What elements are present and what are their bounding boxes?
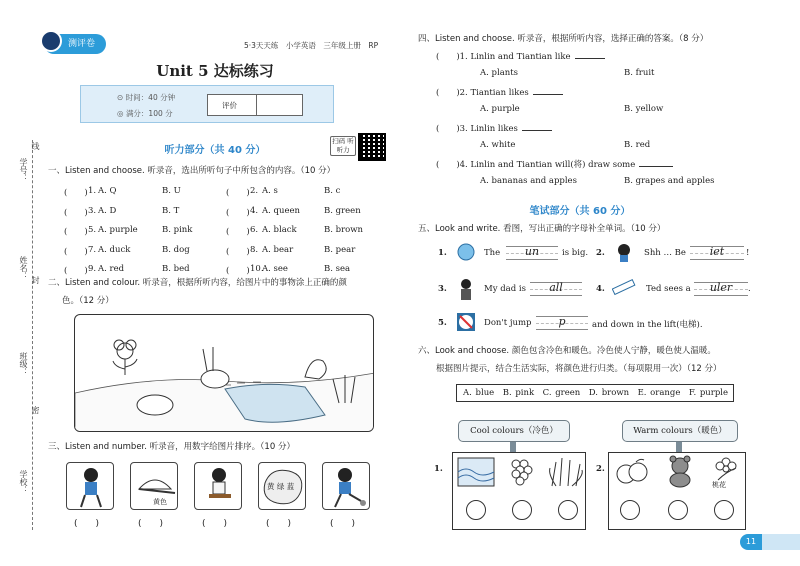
qr-code[interactable] [358, 133, 386, 161]
warm-colours-sign: Warm colours（暖色） [622, 420, 738, 442]
part4-option-b: B. grapes and apples [624, 176, 715, 186]
part1-option-b: B. dog [162, 244, 190, 255]
part5-answer-field[interactable] [690, 246, 744, 260]
part1-option-b: B. T [162, 205, 180, 216]
part1-number: 3. [88, 205, 97, 216]
series-header: 5·3天天练 小学英语 三年级上册 RP [244, 41, 379, 50]
full-score-text: 满分：100 分 [125, 109, 173, 118]
part4-answer-blank[interactable] [639, 166, 673, 167]
part5-number: 1. [438, 248, 447, 258]
binding-name-label: 姓名： [19, 256, 28, 280]
part5-text-after: ! [746, 248, 750, 258]
part5-text-after: is big. [562, 248, 589, 258]
unit-title: Unit 5 达标练习 [156, 62, 274, 80]
part1-paren[interactable]: ( ) [226, 227, 250, 237]
part1-paren[interactable]: ( ) [64, 246, 88, 257]
cool-colours-sign: Cool colours（冷色） [458, 420, 570, 442]
part5-answer-text: p [558, 315, 566, 328]
oranges-icon [612, 454, 652, 488]
quiet-boy-icon [614, 242, 634, 265]
part1-number: 6. [250, 225, 259, 235]
binding-school-label: 学校： [19, 470, 28, 494]
part5-answer-field[interactable] [536, 316, 588, 330]
part1-option-a: A. queen [262, 205, 300, 216]
card-paint-palette [258, 462, 306, 510]
full-score: ◎ 满分：100 分 [117, 109, 173, 118]
oranges-picture [612, 454, 652, 488]
score-field[interactable] [207, 94, 303, 116]
part3-heading: 三、Listen and number. 听录音，用数字给图片排序。（10 分） [48, 442, 295, 452]
no-jumping-sign-icon [456, 312, 476, 335]
part1-paren[interactable]: ( ) [226, 188, 250, 198]
page-tab-decoration [762, 534, 800, 550]
part4-question-text: ( )2. Tiantian likes [436, 88, 529, 98]
part6-heading-line2: 根据图片提示，结合生活实际，将颜色进行归类。（每项限用一次）（12 分） [436, 364, 722, 374]
part5-text-before: Ted sees a [646, 284, 691, 294]
part1-heading: 一、Listen and choose. 听录音，选出所听句子中所包含的内容。（10 分） [48, 166, 336, 176]
part5-heading: 五、Look and write. 看图，写出正确的字母补全单词。（10 分） [418, 224, 666, 234]
boy-running-icon [67, 463, 114, 510]
time-limit: ⊙ 时间：40 分钟 [117, 93, 176, 102]
part1-option-b: B. pear [324, 244, 356, 255]
part5-number: 5. [438, 318, 447, 328]
part5-number: 3. [438, 284, 447, 294]
page-number: 11 [740, 534, 762, 550]
part1-number: 8. [250, 244, 259, 255]
binding-student-id-label: 学号： [19, 158, 28, 182]
sun-icon [456, 242, 476, 265]
part6-item-1-number: 1. [434, 464, 443, 474]
sea-picture [456, 454, 496, 488]
part4-option-a: A. plants [480, 68, 519, 78]
part1-paren[interactable]: ( ) [64, 266, 88, 276]
part1-paren[interactable]: ( ) [226, 266, 250, 276]
part5-text-before: The [484, 248, 501, 258]
answer-circle-5[interactable] [668, 500, 688, 520]
part1-option-b: B. pink [162, 225, 193, 235]
part1-option-a: A. D [98, 205, 117, 216]
part5-answer-text: all [549, 281, 563, 294]
part1-option-a: A. duck [98, 244, 131, 255]
part5-text-after: and down in the lift(电梯). [592, 320, 703, 330]
part4-option-b: B. yellow [624, 104, 664, 114]
part1-option-a: A. black [262, 225, 297, 235]
mascot-avatar [40, 30, 62, 52]
grapes-picture [502, 454, 542, 488]
answer-circle-1[interactable] [466, 500, 486, 520]
answer-circle-4[interactable] [620, 500, 640, 520]
part5-answer-text: iet [709, 245, 725, 258]
part1-number: 4. [250, 205, 259, 216]
part2-heading-line1: 二、Listen and colour. 听录音，根据所听内容，给图片中的事物涂上正确的颜 [48, 278, 347, 288]
part1-number: 1. [88, 186, 97, 196]
exam-info-box [80, 85, 334, 123]
part5-number: 4. [596, 284, 605, 294]
part1-number: 10. [250, 264, 264, 274]
grass-icon [546, 454, 586, 488]
part4-answer-blank[interactable] [575, 58, 605, 59]
cool-sign-post [510, 442, 516, 452]
part1-number: 5. [88, 225, 97, 235]
part5-answer-text: un [524, 245, 540, 258]
part1-number: 9. [88, 264, 97, 274]
bear-picture [660, 454, 700, 488]
part6-heading-line1: 六、Look and choose. 颜色包含冷色和暖色。冷色使人宁静，暖色使人温暖。 [418, 346, 716, 356]
part5-answer-field[interactable] [694, 282, 748, 296]
part5-number: 2. [596, 248, 605, 258]
binding-dashed-line [32, 140, 33, 530]
card-girl-sitting [194, 462, 242, 510]
part4-question [436, 122, 552, 134]
binding-seal-mark: 封 [31, 276, 40, 284]
part5-text-before: Shh … Be [644, 248, 686, 258]
part5-answer-field[interactable] [506, 246, 558, 260]
part4-question [436, 158, 673, 170]
binding-class-label: 班级： [19, 352, 28, 376]
part4-question-text: ( )4. Linlin and Tiantian will(将) draw some [436, 160, 636, 170]
card-boy-running [66, 462, 114, 510]
part3-answer-2[interactable]: ( ) [138, 519, 164, 529]
part4-question [436, 86, 563, 98]
time-text: 时间：40 分钟 [125, 93, 176, 102]
part1-paren[interactable]: ( ) [226, 207, 250, 218]
part4-answer-blank[interactable] [533, 94, 563, 95]
part4-option-a: A. purple [480, 104, 520, 114]
part6-item-2-number: 2. [596, 464, 605, 474]
written-section-title: 笔试部分（共 60 分） [529, 206, 631, 217]
card-cap [130, 462, 178, 510]
part4-question-text: ( )3. Linlin likes [436, 124, 518, 134]
sea-wave-icon [456, 454, 496, 488]
part4-question [436, 50, 605, 62]
part3-answer-4[interactable]: ( ) [266, 519, 292, 529]
part5-text-before: Don't jump [484, 318, 532, 328]
part4-option-a: A. bananas and apples [480, 176, 577, 186]
part4-heading: 四、Listen and choose. 听录音，根据所听内容，选择正确的答案。（8 分） [418, 34, 709, 44]
grapes-icon [502, 454, 542, 488]
colour-choices-box: A. blue B. pink C. green D. brown E. orange F. purple [456, 384, 734, 402]
part1-paren[interactable]: ( ) [64, 188, 88, 198]
answer-circle-6[interactable] [714, 500, 734, 520]
part1-option-a: A. s [262, 186, 278, 196]
ruler-icon [612, 278, 636, 301]
listening-section-title: 听力部分（共 40 分） [164, 145, 266, 156]
part1-option-b: B. c [324, 186, 341, 196]
binding-secret-mark: 密 [31, 406, 40, 414]
grass-picture [546, 454, 586, 488]
colouring-picture[interactable] [74, 314, 374, 432]
score-label: 评价 [222, 101, 237, 110]
blossom-label: 桃花 [712, 481, 726, 489]
part1-option-a: A. Q [98, 186, 117, 196]
part3-answer-5[interactable]: ( ) [330, 519, 356, 529]
warm-sign-post [676, 442, 682, 452]
part4-option-b: B. fruit [624, 68, 655, 78]
boy-kicking-icon [323, 463, 370, 510]
part2-heading-line2: 色。（12 分） [62, 296, 114, 306]
part5-answer-text: uler [709, 281, 733, 294]
part4-question-text: ( )1. Linlin and Tiantian like [436, 52, 571, 62]
part1-option-b: B. sea [324, 264, 351, 274]
bear-icon [660, 454, 700, 488]
part1-paren[interactable]: ( ) [64, 207, 88, 218]
part5-text-after: . [748, 284, 751, 294]
part1-option-a: A. see [262, 264, 288, 274]
part1-paren[interactable]: ( ) [64, 227, 88, 237]
badge-label: 测评卷 [68, 39, 96, 49]
part1-option-b: B. green [324, 205, 361, 216]
pond-scene-illustration [75, 315, 374, 432]
part3-answer-1[interactable]: ( ) [74, 519, 100, 529]
part1-option-a: A. bear [262, 244, 294, 255]
part4-option-a: A. white [480, 140, 516, 150]
girl-sitting-icon [195, 463, 242, 510]
part5-text-before: My dad is [484, 284, 526, 294]
part3-answer-3[interactable]: ( ) [202, 519, 228, 529]
part1-number: 7. [88, 244, 97, 255]
palette-colours-label: 黄 绿 蓝 [267, 482, 295, 491]
answer-circle-2[interactable] [512, 500, 532, 520]
part1-option-b: B. U [162, 186, 181, 196]
cap-colour-label: 黄色 [153, 498, 167, 506]
tall-dad-icon [456, 278, 476, 303]
part4-option-b: B. red [624, 140, 651, 150]
scan-to-listen-label: 扫码 听听力 [330, 136, 356, 156]
part1-paren[interactable]: ( ) [226, 246, 250, 257]
answer-circle-3[interactable] [558, 500, 578, 520]
part1-option-a: A. purple [98, 225, 138, 235]
part1-option-b: B. brown [324, 225, 364, 235]
part5-answer-field[interactable] [530, 282, 582, 296]
binding-line-mark: 线 [31, 142, 40, 150]
part1-option-b: B. bed [162, 264, 190, 274]
part1-option-a: A. red [98, 264, 125, 274]
part4-answer-blank[interactable] [522, 130, 552, 131]
card-boy-kicking [322, 462, 370, 510]
part1-number: 2. [250, 186, 259, 196]
